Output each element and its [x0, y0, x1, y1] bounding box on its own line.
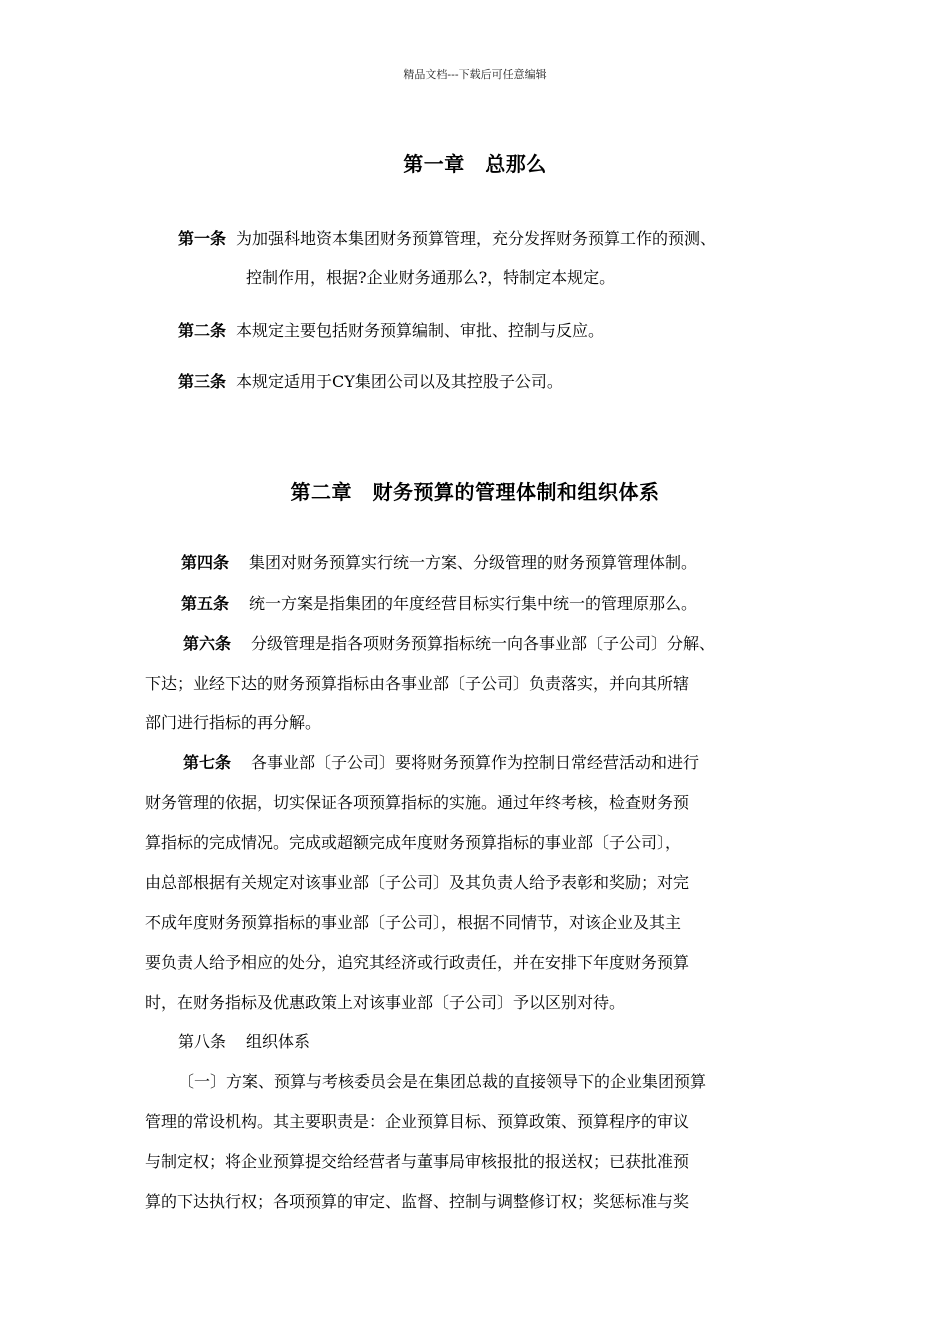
article7-text-1: 各事业部〔子公司〕要将财务预算作为控制日常经营活动和进行 [251, 753, 700, 772]
section1-line1: 〔一〕方案、预算与考核委员会是在集团总裁的直接领导下的企业集团预算 [178, 1072, 707, 1091]
article8-text: 组织体系 [246, 1032, 311, 1051]
article7-label: 第七条 [183, 753, 232, 772]
article6-label: 第六条 [183, 634, 232, 653]
article2-text: 本规定主要包括财务预算编制、审批、控制与反应。 [236, 321, 605, 340]
article7-line2: 财务管理的依据，切实保证各项预算指标的实施。通过年终考核，检查财务预 [145, 793, 690, 812]
article1-line1 [178, 229, 716, 249]
article2 [178, 321, 604, 341]
section1-line4: 算的下达执行权；各项预算的审定、监督、控制与调整修订权；奖惩标准与奖 [145, 1192, 690, 1211]
section1-line3: 与制定权；将企业预算提交给经营者与董事局审核报批的报送权；已获批准预 [145, 1152, 690, 1171]
page-header: 精品文档---下载后可任意编辑 [403, 68, 547, 81]
article7-line5: 不成年度财务预算指标的事业部〔子公司〕，根据不同情节，对该企业及其主 [145, 913, 682, 932]
article8-label: 第八条 [178, 1032, 227, 1051]
article7-line7: 时，在财务指标及优惠政策上对该事业部〔子公司〕予以区别对待。 [145, 993, 626, 1012]
article7-line1 [183, 753, 699, 773]
article8 [178, 1032, 310, 1052]
article6-line2: 下达；业经下达的财务预算指标由各事业部〔子公司〕负责落实，并向其所辖 [145, 674, 690, 693]
article6-line1 [183, 634, 715, 654]
article4-text: 集团对财务预算实行统一方案、分级管理的财务预算管理体制。 [249, 553, 698, 572]
article6-line3: 部门进行指标的再分解。 [145, 713, 322, 732]
article4-label: 第四条 [181, 553, 230, 572]
article1-label: 第一条 [178, 229, 227, 248]
article3-text: 本规定适用于CY集团公司以及其控股子公司。 [236, 372, 563, 391]
chapter2-title: 第二章 财务预算的管理体制和组织体系 [290, 480, 660, 504]
article2-label: 第二条 [178, 321, 227, 340]
article7-line6: 要负责人给予相应的处分，追究其经济或行政责任，并在安排下年度财务预算 [145, 953, 690, 972]
article1-line2: 控制作用，根据?企业财务通那么?，特制定本规定。 [246, 268, 616, 287]
article7-line4: 由总部根据有关规定对该事业部〔子公司〕及其负责人给予表彰和奖励；对完 [145, 873, 690, 892]
article7-line3: 算指标的完成情况。完成或超额完成年度财务预算指标的事业部〔子公司〕， [145, 833, 682, 852]
article3 [178, 372, 563, 392]
article5-text: 统一方案是指集团的年度经营目标实行集中统一的管理原那么。 [249, 594, 698, 613]
section1-line2: 管理的常设机构。其主要职责是：企业预算目标、预算政策、预算程序的审议 [145, 1112, 690, 1131]
article4 [181, 553, 697, 573]
chapter1-title: 第一章 总那么 [403, 152, 547, 176]
article1-text-1: 为加强科地资本集团财务预算管理，充分发挥财务预算工作的预测、 [236, 229, 717, 248]
article5 [181, 594, 697, 614]
article3-label: 第三条 [178, 372, 227, 391]
article6-text-1: 分级管理是指各项财务预算指标统一向各事业部〔子公司〕分解、 [251, 634, 716, 653]
article5-label: 第五条 [181, 594, 230, 613]
